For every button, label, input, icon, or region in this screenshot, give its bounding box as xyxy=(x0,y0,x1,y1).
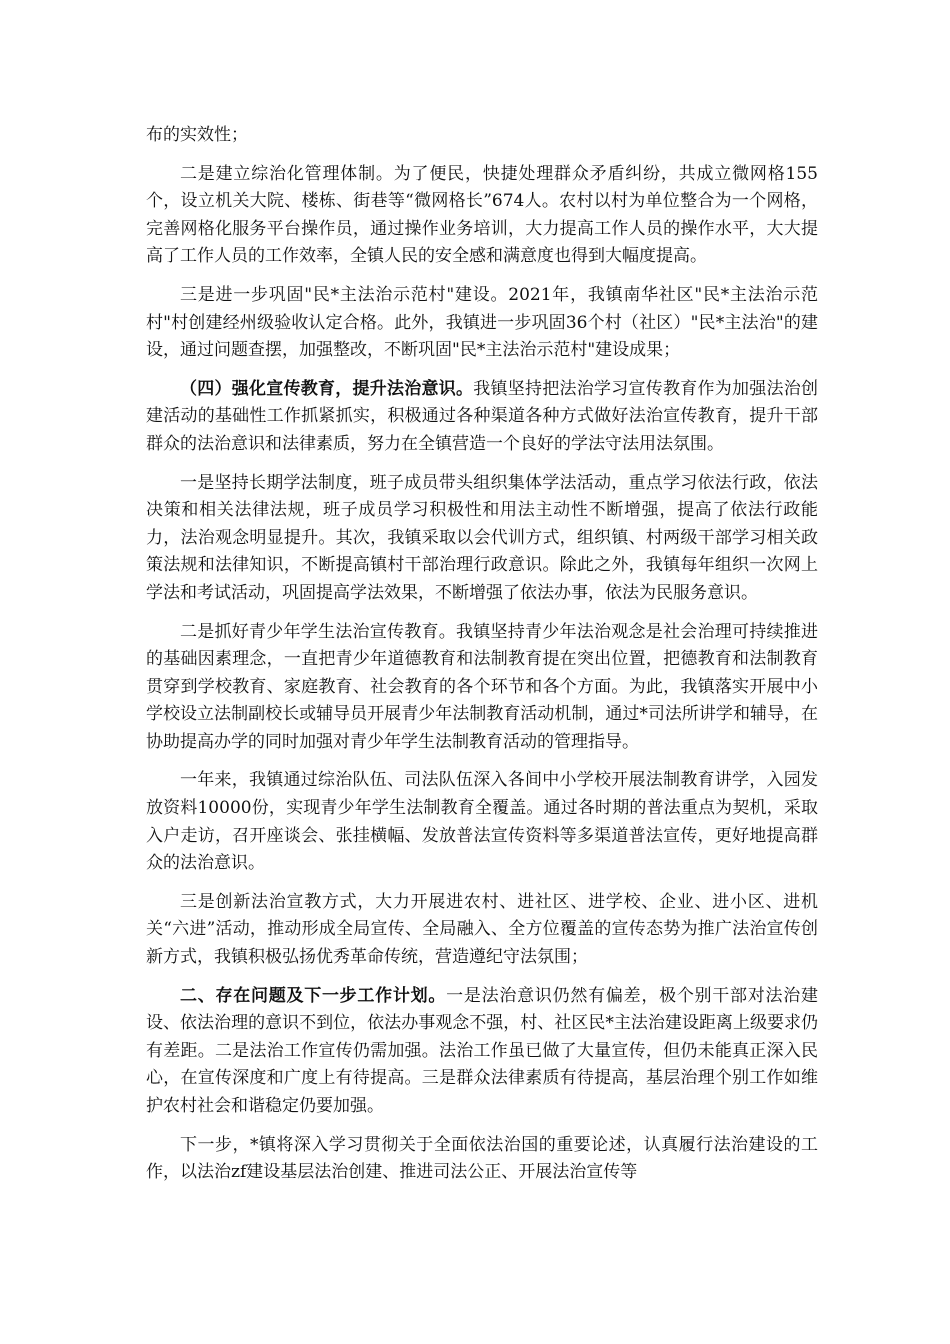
paragraph-3: 三是进一步巩固"民*主法治示范村"建设。2021年，我镇南华社区"民*主法治示范村"村创建经州级验收认定合格。此外，我镇进一步巩固36个村（社区）"民*主法治"的建设，通过问题查摆，加强整改，不断巩固"民*主法治示范村"建设成果； xyxy=(146,284,818,361)
paragraph-1: 布的实效性； xyxy=(146,125,248,145)
paragraph-9-body: 一是法治意识仍然有偏差，极个别干部对法治建设、依法治理的意识不到位，依法办事观念不强，村、社区民*主法治建设距离上级要求仍有差距。二是法治工作宣传仍需加强。法治工作虽已做了大量宣传，但仍未能真正深入民心，在宣传深度和广度上有待提高。三是群众法律素质有待提高，基层治理个别工作如维护农村社会和谐稳定仍要加强。 xyxy=(146,985,819,1116)
paragraph-10: 下一步，*镇将深入学习贯彻关于全面依法治国的重要论述，认真履行法治建设的工作，以法治zf建设基层法治创建、推进司法公正、开展法治宣传等 xyxy=(146,1134,818,1183)
section-heading-2: 二、存在问题及下一步工作计划。 xyxy=(180,985,447,1006)
paragraph-9 xyxy=(146,983,818,1121)
paragraph-4-body: 我镇坚持把法治学习宣传教育作为加强法治创建活动的基础性工作抓紧抓实，积极通过各种渠道各种方式做好法治宣传教育，提升干部群众的法治意识和法律素质，努力在全镇营造一个良好的学法守法用法氛围。 xyxy=(146,378,818,454)
paragraph-4 xyxy=(146,376,818,459)
paragraph-6: 二是抓好青少年学生法治宣传教育。我镇坚持青少年法治观念是社会治理可持续推进的基础因素理念，一直把青少年道德教育和法制教育提在突出位置，把德教育和法制教育贯穿到学校教育、家庭教育、社会教育的各个环节和各个方面。为此，我镇落实开展中小学校设立法制副校长或辅导员开展青少年法制教育活动机制，通过*司法所讲学和辅导，在协助提高办学的同时加强对青少年学生法制教育活动的管理指导。 xyxy=(146,621,818,752)
paragraph-7: 一年来，我镇通过综治队伍、司法队伍深入各间中小学校开展法制教育讲学，入园发放资料10000份，实现青少年学生法制教育全覆盖。通过各时期的普法重点为契机，采取入户走访，召开座谈会、张挂横幅、发放普法宣传资料等多渠道普法宣传，更好地提高群众的法治意识。 xyxy=(146,770,818,874)
section-heading-4: （四）强化宣传教育，提升法治意识。 xyxy=(180,378,474,399)
paragraph-5: 一是坚持长期学法制度，班子成员带头组织集体学法活动，重点学习依法行政，依法决策和相关法律法规，班子成员学习积极性和用法主动性不断增强，提高了依法行政能力，法治观念明显提升。其次，我镇采取以会代训方式，组织镇、村两级干部学习相关政策法规和法律知识，不断提高镇村干部治理行政意识。除此之外，我镇每年组织一次网上学法和考试活动，巩固提高学法效果，不断增强了依法办事，依法为民服务意识。 xyxy=(146,472,818,603)
paragraph-8: 三是创新法治宣教方式，大力开展进农村、进社区、进学校、企业、进小区、进机关“六进”活动，推动形成全局宣传、全局融入、全方位覆盖的宣传态势为推广法治宣传创新方式，我镇积极弘扬优秀革命传统，营造遵纪守法氛围； xyxy=(146,891,818,968)
paragraph-2: 二是建立综治化管理体制。为了便民，快捷处理群众矛盾纠纷，共成立微网格155个，设立机关大院、楼栋、街巷等“微网格长”674人。农村以村为单位整合为一个网格，完善网格化服务平台操作员，通过操作业务培训，大力提高工作人员的操作水平，大大提高了工作人员的工作效率，全镇人民的安全感和满意度也得到大幅度提高。 xyxy=(146,163,818,267)
